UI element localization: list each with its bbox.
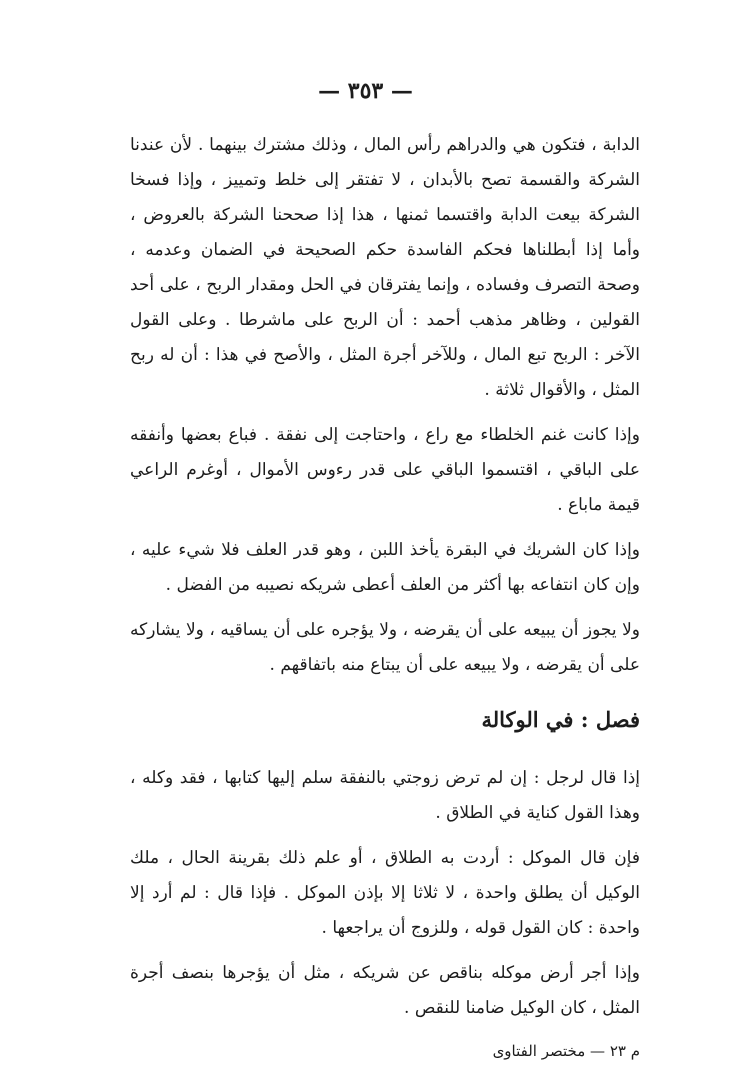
paragraph-partnership-ruling: الدابة ، فتكون هي والدراهم رأس المال ، وذلك مشترك بينهما . لأن عندنا الشركة والقسمة تصح بالأبدان ، لا تفتقر إلى خلط وتمييز ، وإذا فسخا الشركة بيعت الدابة واقتسما ثمنها ، هذا إذا صححنا الشركة بالعروض ، وأما إذا أبطلناها فحكم الفاسدة حكم الصحيحة في الضمان وعدمه ، وصحة التصرف وفساده ، وإنما يفترقان في الحل ومقدار الربح ، على أحد القولين ، وظاهر مذهب أحمد : أن الربح على ماشرطا . وعلى القول الآخر : الربح تبع المال ، وللآخر أجرة المثل ، والأصح في هذا : أن له ربح المثل ، والأقوال ثلاثة .	[130, 135, 640, 400]
paragraph-agent-divorce-intent: فإن قال الموكل : أردت به الطلاق ، أو علم ذلك بقرينة الحال ، ملك الوكيل أن يطلق واحدة ، لا ثلاثا إلا بإذن الموكل . فإذا قال : لم أرد إلا واحدة : كان القول قوله ، وللزوج أن يراجعها .	[130, 848, 640, 938]
footer-signature: م ٢٣ — مختصر الفتاوى	[492, 1042, 640, 1060]
paragraph-herd-shepherd: وإذا كانت غنم الخلطاء مع راع ، واحتاجت إلى نفقة . فباع بعضها وأنفقه على الباقي ، اقتسموا الباقي على قدر رءوس الأموال ، أوغرم الراعي قيمة ماباع .	[130, 425, 640, 515]
section-title: فصل : في الوكالة	[481, 707, 640, 732]
page-number: — ٣٥٣ —	[318, 78, 413, 104]
body-text	[130, 128, 640, 1026]
paragraph-cow-milk: وإذا كان الشريك في البقرة يأخذ اللبن ، وهو قدر العلف فلا شيء عليه ، وإن كان انتفاعه بها أكثر من العلف أعطى شريكه نصيبه من الفضل .	[130, 540, 640, 595]
paragraph-sale-conditions: ولا يجوز أن يبيعه على أن يقرضه ، ولا يؤجره على أن يساقيه ، ولا يشاركه على أن يقرضه ، ولا يبيعه على أن يبتاع منه باتفاقهم .	[130, 620, 640, 675]
paragraph-agent-lease-liability: وإذا أجر أرض موكله بناقص عن شريكه ، مثل أن يؤجرها بنصف أجرة المثل ، كان الوكيل ضامنا للنقص .	[130, 963, 640, 1018]
paragraph-agency-divorce: إذا قال لرجل : إن لم ترض زوجتي بالنفقة سلم إليها كتابها ، فقد وكله ، وهذا القول كناية في الطلاق .	[130, 768, 640, 823]
